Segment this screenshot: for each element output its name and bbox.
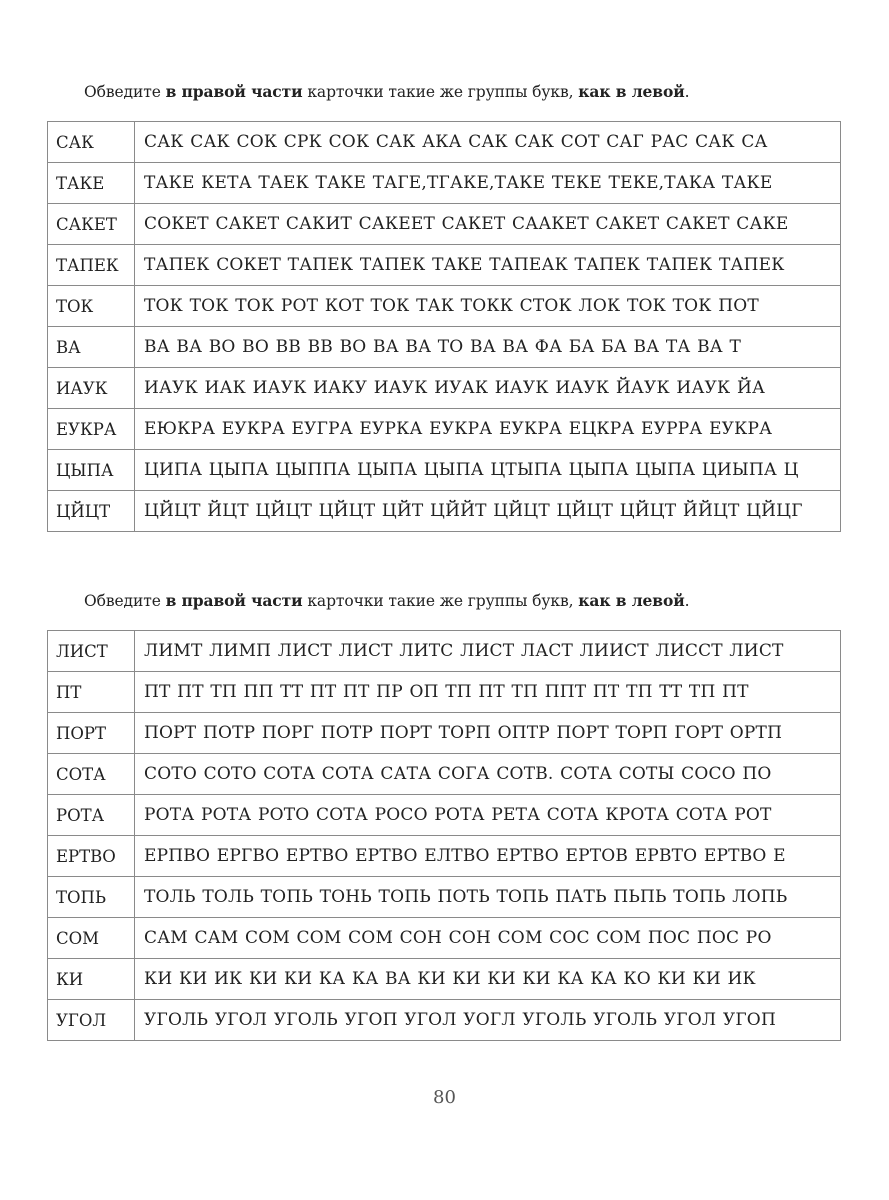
row-sequence: САМ САМ СОМ СОМ СОМ СОН СОН СОМ СОС СОМ ПОС ПОС РО xyxy=(135,918,841,959)
row-key: САК xyxy=(48,122,135,163)
row-sequence: ТОЛЬ ТОЛЬ ТОПЬ ТОНЬ ТОПЬ ПОТЬ ТОПЬ ПАТЬ ПЬПЬ ТОПЬ ЛОПЬ xyxy=(135,877,841,918)
instruction-emphasis-right-part: в правой части xyxy=(165,591,303,610)
row-key: РОТА xyxy=(48,795,135,836)
row-key: ЦЫПА xyxy=(48,450,135,491)
row-sequence: ИАУК ИАК ИАУК ИАКУ ИАУК ИУАК ИАУК ИАУК ЙАУК ИАУК ЙА xyxy=(135,368,841,409)
instruction-emphasis-left-part: как в левой xyxy=(578,82,685,101)
row-key: ТАПЕК xyxy=(48,245,135,286)
instruction-emphasis-left-part: как в левой xyxy=(578,591,685,610)
instruction-prefix: Обведите xyxy=(84,83,166,101)
card-row xyxy=(48,409,841,450)
card-row xyxy=(48,754,841,795)
row-key: ЦЙЦТ xyxy=(48,491,135,532)
row-key: ЕРТВО xyxy=(48,836,135,877)
letter-card-table xyxy=(47,121,841,532)
row-key: ТОК xyxy=(48,286,135,327)
card-row xyxy=(48,795,841,836)
row-sequence: ТАПЕК СОКЕТ ТАПЕК ТАПЕК ТАКЕ ТАПЕАК ТАПЕК ТАПЕК ТАПЕК xyxy=(135,245,841,286)
card-row xyxy=(48,204,841,245)
row-sequence: УГОЛЬ УГОЛ УГОЛЬ УГОП УГОЛ УОГЛ УГОЛЬ УГОЛЬ УГОЛ УГОП xyxy=(135,1000,841,1041)
card-row xyxy=(48,631,841,672)
row-sequence: КИ КИ ИК КИ КИ КА КА ВА КИ КИ КИ КИ КА КА КО КИ КИ ИК xyxy=(135,959,841,1000)
card-row xyxy=(48,1000,841,1041)
instruction-middle: карточки такие же группы букв, xyxy=(302,83,579,101)
row-key: КИ xyxy=(48,959,135,1000)
row-sequence: ВА ВА ВО ВО ВВ ВВ ВО ВА ВА ТО ВА ВА ФА БА БА ВА ТА ВА Т xyxy=(135,327,841,368)
card-row xyxy=(48,918,841,959)
row-sequence: ТОК ТОК ТОК РОТ КОТ ТОК ТАК ТОКК СТОК ЛОК ТОК ТОК ПОТ xyxy=(135,286,841,327)
card-row xyxy=(48,286,841,327)
card-row xyxy=(48,450,841,491)
row-sequence: ПОРТ ПОТР ПОРГ ПОТР ПОРТ ТОРП ОПТР ПОРТ ТОРП ГОРТ ОРТП xyxy=(135,713,841,754)
instruction-suffix: . xyxy=(684,592,690,610)
card-row xyxy=(48,672,841,713)
row-sequence: ПТ ПТ ТП ПП ТТ ПТ ПТ ПР ОП ТП ПТ ТП ППТ ПТ ТП ТТ ТП ПТ xyxy=(135,672,841,713)
row-sequence: ЦИПА ЦЫПА ЦЫППА ЦЫПА ЦЫПА ЦТЫПА ЦЫПА ЦЫПА ЦИЫПА Ц xyxy=(135,450,841,491)
card-row xyxy=(48,163,841,204)
card-row xyxy=(48,122,841,163)
card-row xyxy=(48,368,841,409)
instruction-text xyxy=(84,82,689,101)
row-key: САКЕТ xyxy=(48,204,135,245)
row-sequence: ЦЙЦТ ЙЦТ ЦЙЦТ ЦЙЦТ ЦЙТ ЦЙЙТ ЦЙЦТ ЦЙЦТ ЦЙЦТ ЙЙЦТ ЦЙЦГ xyxy=(135,491,841,532)
row-key: СОТА xyxy=(48,754,135,795)
card-row xyxy=(48,491,841,532)
row-key: ПТ xyxy=(48,672,135,713)
row-key: УГОЛ xyxy=(48,1000,135,1041)
card-row xyxy=(48,836,841,877)
row-sequence: РОТА РОТА РОТО СОТА РОСО РОТА РЕТА СОТА КРОТА СОТА РОТ xyxy=(135,795,841,836)
card-row xyxy=(48,327,841,368)
row-key: ЛИСТ xyxy=(48,631,135,672)
row-key: ПОРТ xyxy=(48,713,135,754)
row-key: СОМ xyxy=(48,918,135,959)
card-row xyxy=(48,959,841,1000)
row-sequence: ЕРПВО ЕРГВО ЕРТВО ЕРТВО ЕЛТВО ЕРТВО ЕРТОВ ЕРВТО ЕРТВО Е xyxy=(135,836,841,877)
row-sequence: ЛИМТ ЛИМП ЛИСТ ЛИСТ ЛИТС ЛИСТ ЛАСТ ЛИИСТ ЛИССТ ЛИСТ xyxy=(135,631,841,672)
instruction-text xyxy=(84,591,689,610)
row-key: ТАКЕ xyxy=(48,163,135,204)
instruction-suffix: . xyxy=(684,83,690,101)
row-key: ЕУКРА xyxy=(48,409,135,450)
letter-card-table xyxy=(47,630,841,1041)
row-sequence: ТАКЕ КЕТА ТАЕК ТАКЕ ТАГЕ,ТГАКЕ,ТАКЕ ТЕКЕ ТЕКЕ,ТАКА ТАКЕ xyxy=(135,163,841,204)
row-key: ТОПЬ xyxy=(48,877,135,918)
instruction-prefix: Обведите xyxy=(84,592,166,610)
row-key: ВА xyxy=(48,327,135,368)
instruction-middle: карточки такие же группы букв, xyxy=(302,592,579,610)
row-sequence: ЕЮКРА ЕУКРА ЕУГРА ЕУРКА ЕУКРА ЕУКРА ЕЦКРА ЕУРРА ЕУКРА xyxy=(135,409,841,450)
card-row xyxy=(48,245,841,286)
row-sequence: СОКЕТ САКЕТ САКИТ САКЕЕТ САКЕТ СААКЕТ САКЕТ САКЕТ САКЕ xyxy=(135,204,841,245)
row-sequence: СОТО СОТО СОТА СОТА САТА СОГА СОТВ. СОТА СОТЫ СОСО ПО xyxy=(135,754,841,795)
card-row xyxy=(48,713,841,754)
row-sequence: САК САК СОК СРК СОК САК АКА САК САК СОТ САГ РАС САК СА xyxy=(135,122,841,163)
instruction-emphasis-right-part: в правой части xyxy=(165,82,303,101)
card-row xyxy=(48,877,841,918)
row-key: ИАУК xyxy=(48,368,135,409)
page-number: 80 xyxy=(433,1087,456,1108)
